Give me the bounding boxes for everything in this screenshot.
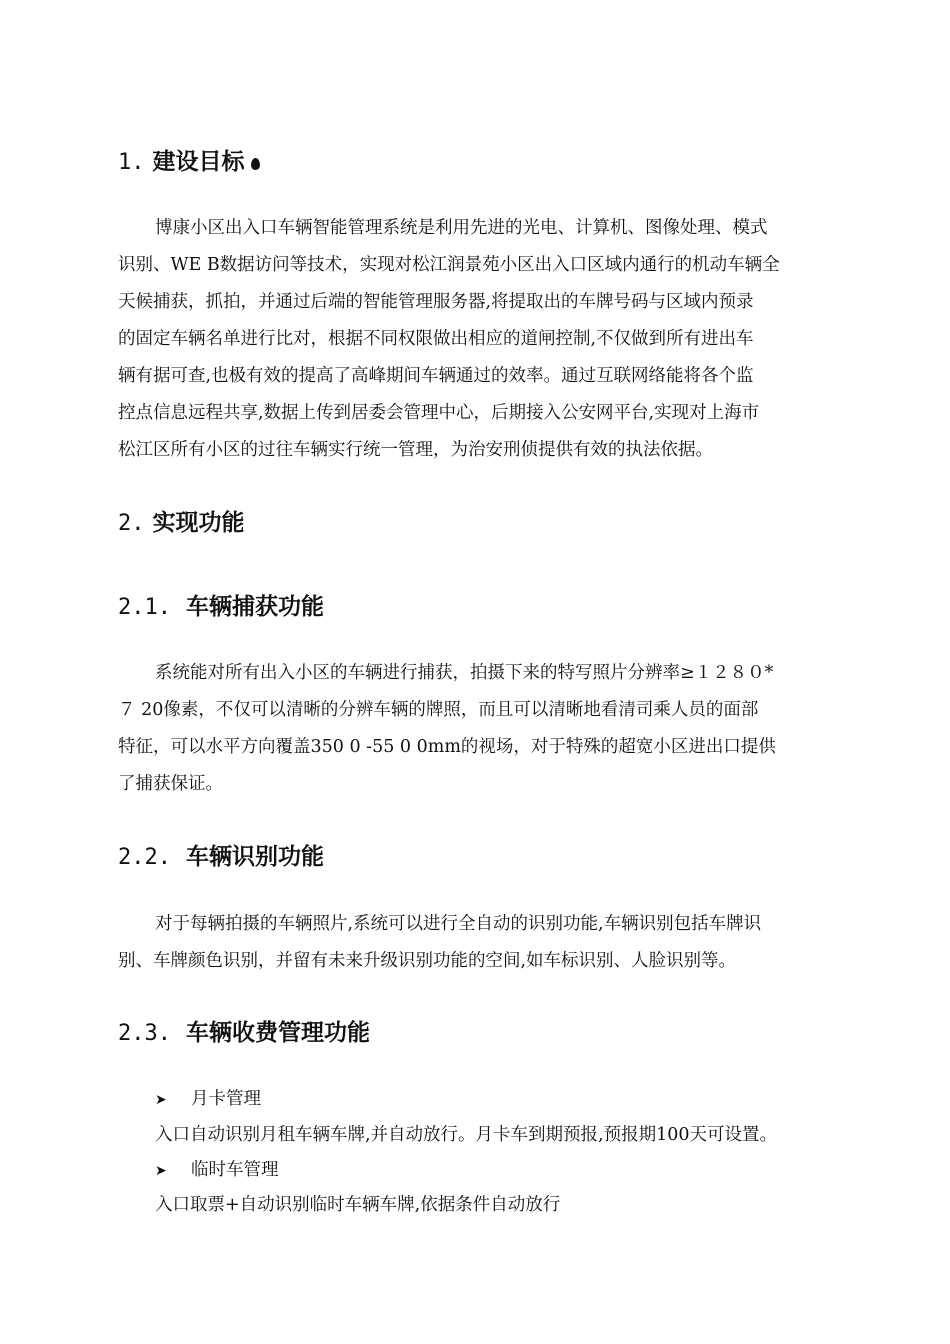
paragraph-line: 对于每辆拍摄的车辆照片,系统可以进行全自动的识别功能,车辆识别包括车牌识	[155, 914, 762, 934]
list-item-text: 入口取票+自动识别临时车辆车牌,依据条件自动放行	[155, 1195, 561, 1215]
heading-title: 实现功能	[152, 510, 245, 536]
heading-title: 车辆识别功能	[186, 844, 324, 870]
paragraph-line: ７ 20像素，不仅可以清晰的分辨车辆的牌照，而且可以清晰地看清司乘人员的面部	[118, 700, 759, 720]
paragraph-line: 了捕获保证。	[118, 774, 223, 794]
heading-number: 2.3.	[118, 1021, 171, 1046]
list-item	[155, 1156, 279, 1181]
heading-title: 车辆捕获功能	[186, 594, 324, 620]
heading-number: 2.1.	[118, 595, 171, 620]
heading-number: 1.	[118, 150, 145, 175]
paragraph-line: 的固定车辆名单进行比对，根据不同权限做出相应的道闸控制,不仅做到所有进出车	[118, 329, 754, 349]
paragraph-line: 博康小区出入口车辆智能管理系统是利用先进的光电、计算机、图像处理、模式	[155, 218, 768, 238]
paragraph-line: 辆有据可查,也极有效的提高了高峰期间车辆通过的效率。通过互联网络能将各个监	[118, 366, 754, 386]
paragraph-line: 系统能对所有出入小区的车辆进行捕获，拍摄下来的特写照片分辨率≥１２８０*	[155, 663, 774, 683]
paragraph-line: 识别、WE B数据访问等技术，实现对松江润景苑小区出入口区域内通行的机动车辆全	[118, 255, 780, 275]
arrow-bullet-icon: ➤	[155, 1092, 167, 1108]
list-item-label: 临时车管理	[191, 1160, 279, 1180]
paragraph-line: 控点信息远程共享,数据上传到居委会管理中心，后期接入公安网平台,实现对上海市	[118, 403, 760, 423]
heading-title: 车辆收费管理功能	[186, 1020, 370, 1046]
heading-number: 2.	[118, 511, 145, 536]
heading-number: 2.2.	[118, 845, 171, 870]
paragraph-line: 别、车牌颜色识别，并留有未来升级识别功能的空间,如车标识别、人脸识别等。	[118, 951, 737, 971]
heading-section-2-2	[118, 838, 324, 871]
heading-section-2-3	[118, 1014, 370, 1047]
list-item-label: 月卡管理	[191, 1089, 261, 1109]
heading-section-2-1	[118, 588, 324, 621]
heading-section-1	[118, 143, 260, 176]
paragraph-line: 天候捕获，抓拍，并通过后端的智能管理服务器,将提取出的车牌号码与区域内预录	[118, 292, 754, 312]
heading-title: 建设目标	[152, 149, 245, 175]
heading-section-2	[118, 504, 245, 537]
arrow-bullet-icon: ➤	[155, 1163, 167, 1179]
paragraph-line: 松江区所有小区的过往车辆实行统一管理，为治安刑侦提供有效的执法依据。	[118, 440, 713, 460]
list-item-text: 入口自动识别月租车辆车牌,并自动放行。月卡车到期预报,预报期100天可设置。	[155, 1125, 778, 1145]
list-item	[155, 1085, 261, 1110]
drop-icon	[251, 158, 260, 170]
paragraph-line: 特征，可以水平方向覆盖350 0 -55 0 0mm的视场，对于特殊的超宽小区进出口提供	[118, 737, 776, 757]
